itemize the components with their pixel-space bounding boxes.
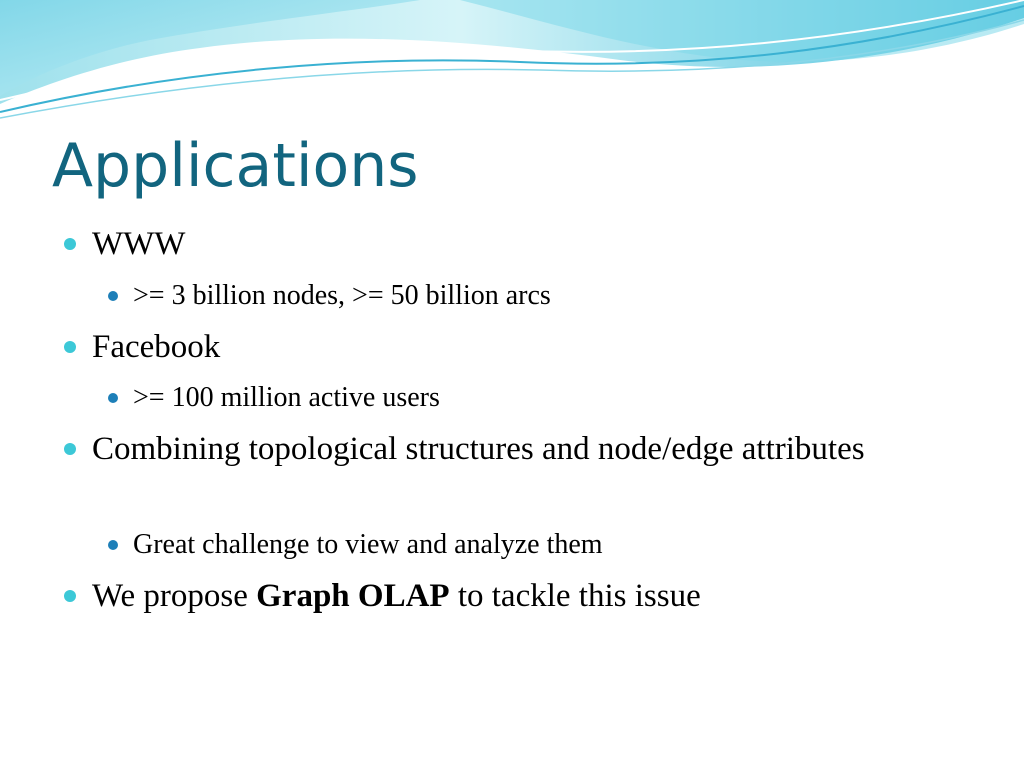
bullet-text: >= 100 million active users (133, 382, 440, 413)
bullet-level1 (92, 427, 912, 471)
bullet-dot-icon (108, 393, 118, 403)
bullet-dot-icon (108, 540, 118, 550)
bullet-dot-icon (108, 291, 118, 301)
bullet-level2 (133, 380, 933, 416)
bullet-level1 (92, 222, 912, 266)
bullet-dot-icon (64, 341, 76, 353)
header-wave-decoration (0, 0, 1024, 130)
bullet-text-bold: Graph OLAP (256, 578, 450, 614)
bullet-text: WWW (92, 226, 186, 262)
bullet-level2 (133, 527, 933, 563)
bullet-dot-icon (64, 238, 76, 250)
bullet-text: Facebook (92, 329, 221, 365)
bullet-text: >= 3 billion nodes, >= 50 billion arcs (133, 280, 551, 311)
bullet-level2 (133, 278, 933, 314)
bullet-text: Combining topological structures and node/edge attributes (92, 431, 865, 467)
bullet-level1 (92, 325, 912, 369)
slide-title: Applications (52, 131, 419, 201)
bullet-dot-icon (64, 443, 76, 455)
bullet-text: Great challenge to view and analyze them (133, 529, 603, 560)
bullet-text-before: We propose (92, 578, 257, 614)
bullet-level1 (92, 574, 912, 618)
bullet-text-after: to tackle this issue (449, 578, 701, 614)
bullet-dot-icon (64, 590, 76, 602)
